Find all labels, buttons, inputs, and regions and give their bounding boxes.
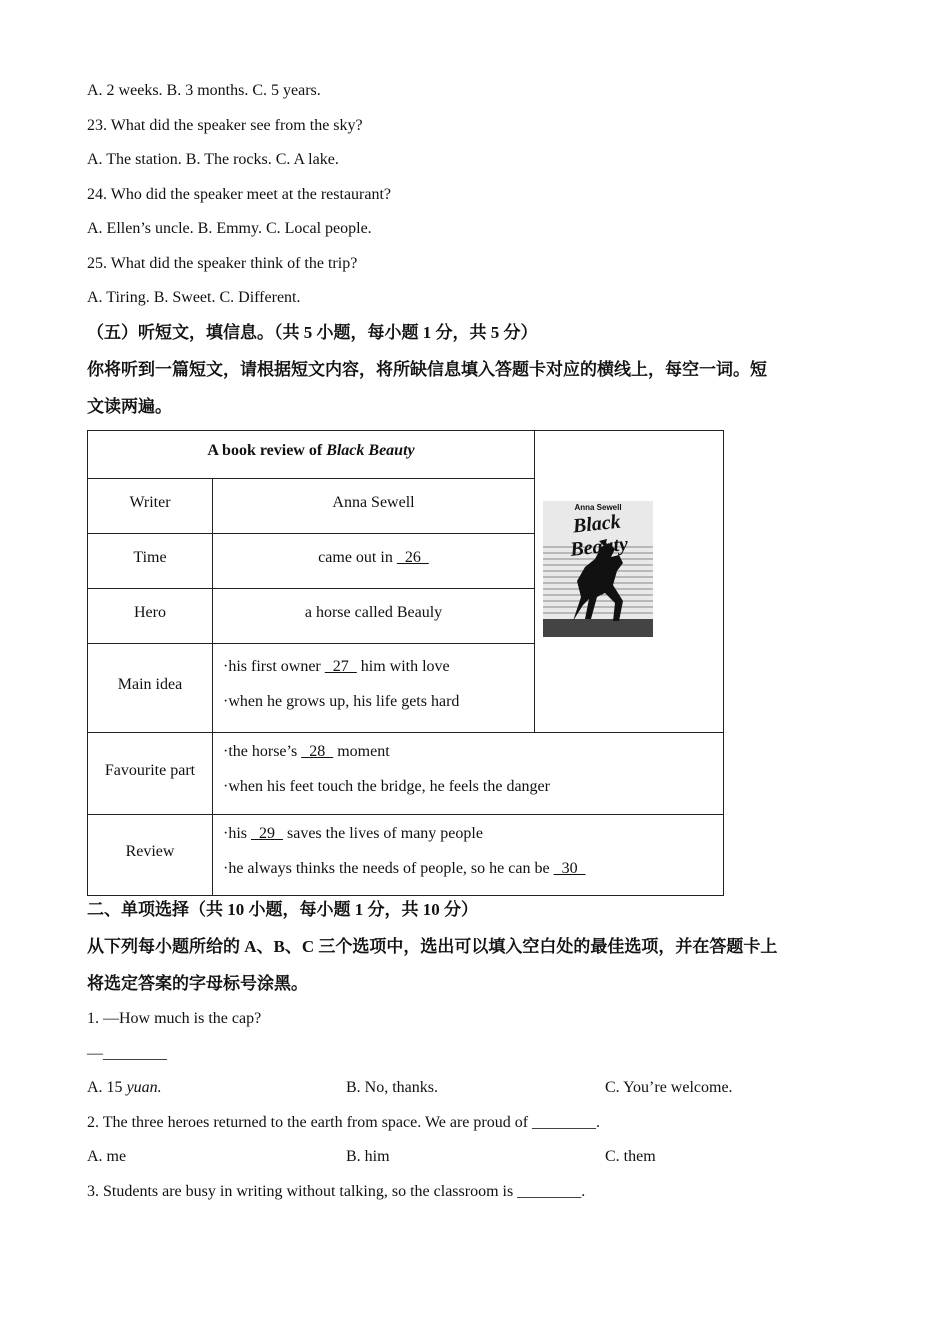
q24-options: A. Ellen’s uncle. B. Emmy. C. Local people. (87, 220, 372, 237)
part2-instruction-1: 从下列每小题所给的 A、B、C 三个选项中，选出可以填入空白处的最佳选项，并在答题卡上 (87, 937, 778, 956)
q2-option-c[interactable]: C. them (605, 1148, 656, 1165)
writer-value: Anna Sewell (332, 494, 415, 511)
section5-instruction-2: 文读两遍。 (87, 397, 172, 416)
main-idea-line-2: ·when he grows up, his life gets hard (223, 693, 460, 710)
section5-heading: （五）听短文，填信息。（共 5 小题，每小题 1 分，共 5 分） (87, 323, 538, 342)
review-value-cell (212, 814, 724, 896)
favourite-label-cell (87, 732, 213, 815)
q3-question: 3. Students are busy in writing without talking, so the classroom is ________. (87, 1183, 586, 1200)
part2-instruction-2: 将选定答案的字母标号涂黑。 (87, 974, 308, 993)
part2-heading: 二、单项选择（共 10 小题，每小题 1 分，共 10 分） (87, 900, 478, 919)
q2-option-b[interactable]: B. him (346, 1148, 390, 1165)
q1-option-a[interactable]: A. 15 yuan. (87, 1079, 162, 1096)
q1-option-b[interactable]: B. No, thanks. (346, 1079, 438, 1096)
table-title-cell (87, 430, 535, 479)
time-value-cell (212, 533, 535, 589)
table-title: A book review of Black Beauty (207, 442, 415, 459)
q24-question: 24. Who did the speaker meet at the restaurant? (87, 186, 392, 203)
q23-options: A. The station. B. The rocks. C. A lake. (87, 151, 339, 168)
book-review-table (87, 430, 724, 896)
time-label: Time (133, 549, 167, 566)
book-cover-image (543, 501, 653, 637)
section5-instruction-1: 你将听到一篇短文，请根据短文内容，将所缺信息填入答题卡对应的横线上，每空一词。短 (87, 360, 767, 379)
time-label-cell (87, 533, 213, 589)
cover-title: Black Beauty (569, 510, 630, 561)
hero-label: Hero (134, 604, 166, 621)
blank-30[interactable]: 30 (553, 860, 586, 877)
q1-option-c[interactable]: C. You’re welcome. (605, 1079, 733, 1096)
favourite-line-1: ·the horse’s 28 moment (223, 743, 390, 760)
favourite-label: Favourite part (104, 762, 196, 779)
favourite-value-cell (212, 732, 724, 815)
hero-label-cell (87, 588, 213, 644)
q2-option-a[interactable]: A. me (87, 1148, 127, 1165)
hero-value-cell (212, 588, 535, 644)
review-line-2: ·he always thinks the needs of people, so he can be 30 (223, 860, 586, 877)
review-line-1: ·his 29 saves the lives of many people (223, 825, 483, 842)
blank-29[interactable]: 29 (251, 825, 283, 842)
blank-27[interactable]: 27 (324, 658, 357, 675)
writer-value-cell (212, 478, 535, 534)
review-label-cell (87, 814, 213, 896)
hero-value: a horse called Beauly (304, 604, 443, 621)
main-idea-value-cell (212, 643, 535, 733)
q22-options: A. 2 weeks. B. 3 months. C. 5 years. (87, 82, 321, 99)
main-idea-label-cell (87, 643, 213, 733)
main-idea-label: Main idea (117, 676, 183, 693)
q1-question: 1. —How much is the cap? (87, 1010, 262, 1027)
cover-author: Anna Sewell (574, 503, 622, 512)
writer-label: Writer (129, 494, 171, 511)
q25-options: A. Tiring. B. Sweet. C. Different. (87, 289, 301, 306)
q1-reply: —________ (87, 1045, 167, 1062)
blank-28[interactable]: 28 (301, 743, 334, 760)
favourite-line-2: ·when his feet touch the bridge, he feels the danger (223, 778, 550, 795)
main-idea-line-1: ·his first owner 27 him with love (223, 658, 450, 675)
time-value: came out in 26 (318, 549, 429, 566)
blank-26[interactable]: 26 (396, 549, 429, 566)
cover-image-cell (534, 430, 724, 733)
q2-question: 2. The three heroes returned to the earth from space. We are proud of ________. (87, 1114, 601, 1131)
review-label: Review (125, 843, 175, 860)
writer-label-cell (87, 478, 213, 534)
q23-question: 23. What did the speaker see from the sky? (87, 117, 363, 134)
q25-question: 25. What did the speaker think of the trip? (87, 255, 358, 272)
